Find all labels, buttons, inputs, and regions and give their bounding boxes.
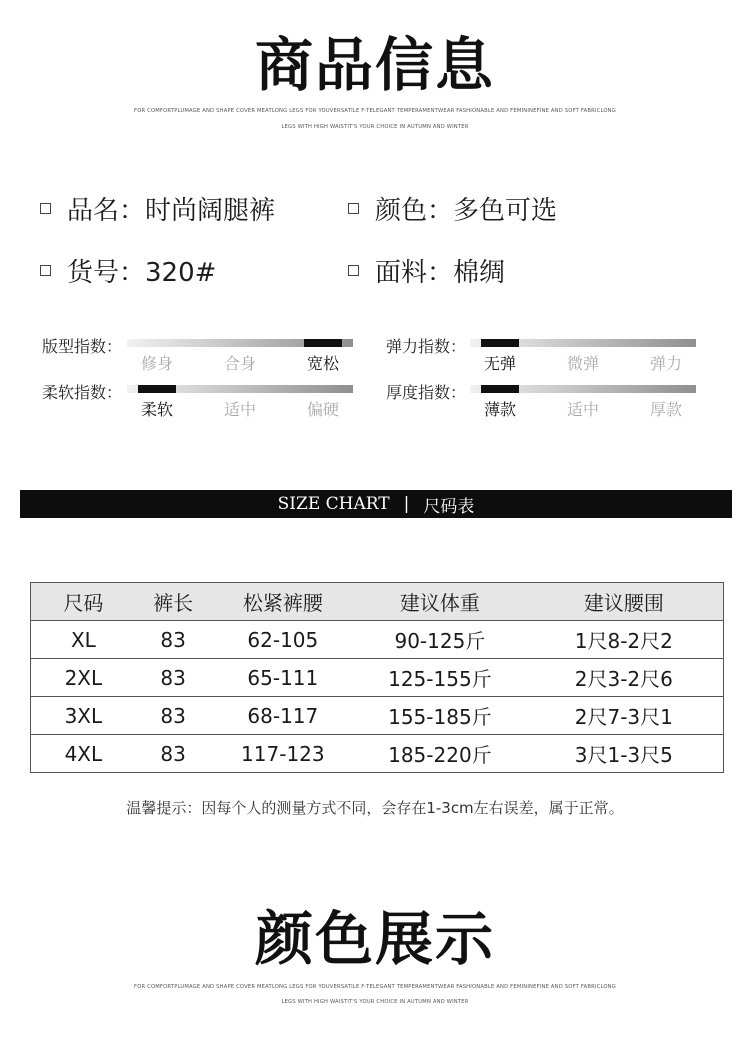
index-option: 无弹 (483, 354, 516, 373)
table-header-row (31, 583, 724, 621)
index-bar-active-segment (481, 385, 519, 393)
table-cell: 185-220斤 (355, 735, 525, 773)
table-cell: 68-117 (211, 697, 356, 735)
size-chart-banner (20, 490, 732, 518)
table-header-cell: 尺码 (31, 583, 136, 621)
table-cell: 3XL (31, 697, 136, 735)
color-text: 颜色：多色可选 (375, 196, 558, 226)
table-header-cell: 建议体重 (355, 583, 525, 621)
table-cell: 83 (136, 659, 211, 697)
table-cell: 2XL (31, 659, 136, 697)
info-product-name (40, 190, 275, 227)
index-label: 厚度指数： (386, 383, 467, 402)
index-label: 柔软指数： (42, 383, 123, 402)
index-option: 适中 (566, 400, 599, 419)
size-table (30, 582, 724, 773)
index-option: 弹力 (649, 354, 682, 373)
table-cell: 90-125斤 (355, 621, 525, 659)
index-option: 宽松 (306, 354, 339, 373)
index-option: 适中 (223, 400, 256, 419)
table-cell: XL (31, 621, 136, 659)
table-cell: 83 (136, 697, 211, 735)
tagline-line-1: FOR COMFORTPLUMAGE AND SHAPE COVER MEATLONG LEGS FOR YOUVERSATILE F-TELEGANT TEMPERAMENTWEAR FASHIONABLE AND FEMININEFINE AND SOFT FABRICLONG (134, 108, 616, 114)
table-cell: 83 (136, 735, 211, 773)
index-label: 版型指数： (42, 337, 123, 356)
info-fabric (348, 252, 505, 289)
tagline-line-1b: FOR COMFORTPLUMAGE AND SHAPE COVER MEATLONG LEGS FOR YOUVERSATILE F-TELEGANT TEMPERAMENTWEAR FASHIONABLE AND FEMININEFINE AND SOFT FABRICLONG (134, 984, 616, 990)
checkbox-icon (348, 203, 359, 214)
table-row (31, 735, 724, 773)
table-header-cell: 建议腰围 (525, 583, 724, 621)
table-header-cell: 裤长 (136, 583, 211, 621)
table-row (31, 659, 724, 697)
table-cell: 1尺8-2尺2 (525, 621, 724, 659)
index-option: 柔软 (140, 400, 173, 419)
index-bar (470, 339, 696, 347)
table-row (31, 621, 724, 659)
table-cell: 2尺7-3尺1 (525, 697, 724, 735)
table-cell: 3尺1-3尺5 (525, 735, 724, 773)
section-title-product-info: 商品信息 (254, 31, 495, 99)
table-cell: 65-111 (211, 659, 356, 697)
index-bar (127, 385, 353, 393)
banner-separator: | (403, 494, 410, 514)
index-bar (470, 385, 696, 393)
tagline-line-2: LEGS WITH HIGH WAISTIT'S YOUR CHOICE IN AUTUMN AND WINTER (281, 124, 469, 130)
index-option: 厚款 (649, 400, 682, 419)
checkbox-icon (40, 265, 51, 276)
checkbox-icon (348, 265, 359, 276)
checkbox-icon (40, 203, 51, 214)
table-cell: 125-155斤 (355, 659, 525, 697)
index-bar-active-segment (304, 339, 342, 347)
index-bar-active-segment (138, 385, 176, 393)
fabric-text: 面料：棉绸 (375, 258, 506, 288)
info-sku (40, 252, 216, 289)
table-row (31, 697, 724, 735)
index-bar-active-segment (481, 339, 519, 347)
table-cell: 155-185斤 (355, 697, 525, 735)
index-option: 合身 (223, 354, 256, 373)
section-title-color-display: 颜色展示 (254, 905, 495, 973)
banner-en: SIZE CHART (277, 494, 390, 514)
table-header-cell: 松紧裤腰 (211, 583, 356, 621)
product-name-text: 品名：时尚阔腿裤 (67, 196, 276, 226)
info-color (348, 190, 557, 227)
banner-cn: 尺码表 (423, 496, 475, 517)
tagline-line-2b: LEGS WITH HIGH WAISTIT'S YOUR CHOICE IN AUTUMN AND WINTER (281, 999, 469, 1005)
index-option: 偏硬 (306, 400, 339, 419)
index-option: 修身 (140, 354, 173, 373)
sku-text: 货号：320# (67, 258, 217, 288)
table-cell: 83 (136, 621, 211, 659)
table-cell: 2尺3-2尺6 (525, 659, 724, 697)
index-option: 薄款 (483, 400, 516, 419)
index-label: 弹力指数： (386, 337, 467, 356)
table-cell: 62-105 (211, 621, 356, 659)
table-cell: 4XL (31, 735, 136, 773)
table-cell: 117-123 (211, 735, 356, 773)
table-body (31, 621, 724, 773)
index-option: 微弹 (566, 354, 599, 373)
index-bar (127, 339, 353, 347)
measurement-tip: 温馨提示：因每个人的测量方式不同，会存在1-3cm左右误差，属于正常。 (126, 799, 624, 817)
